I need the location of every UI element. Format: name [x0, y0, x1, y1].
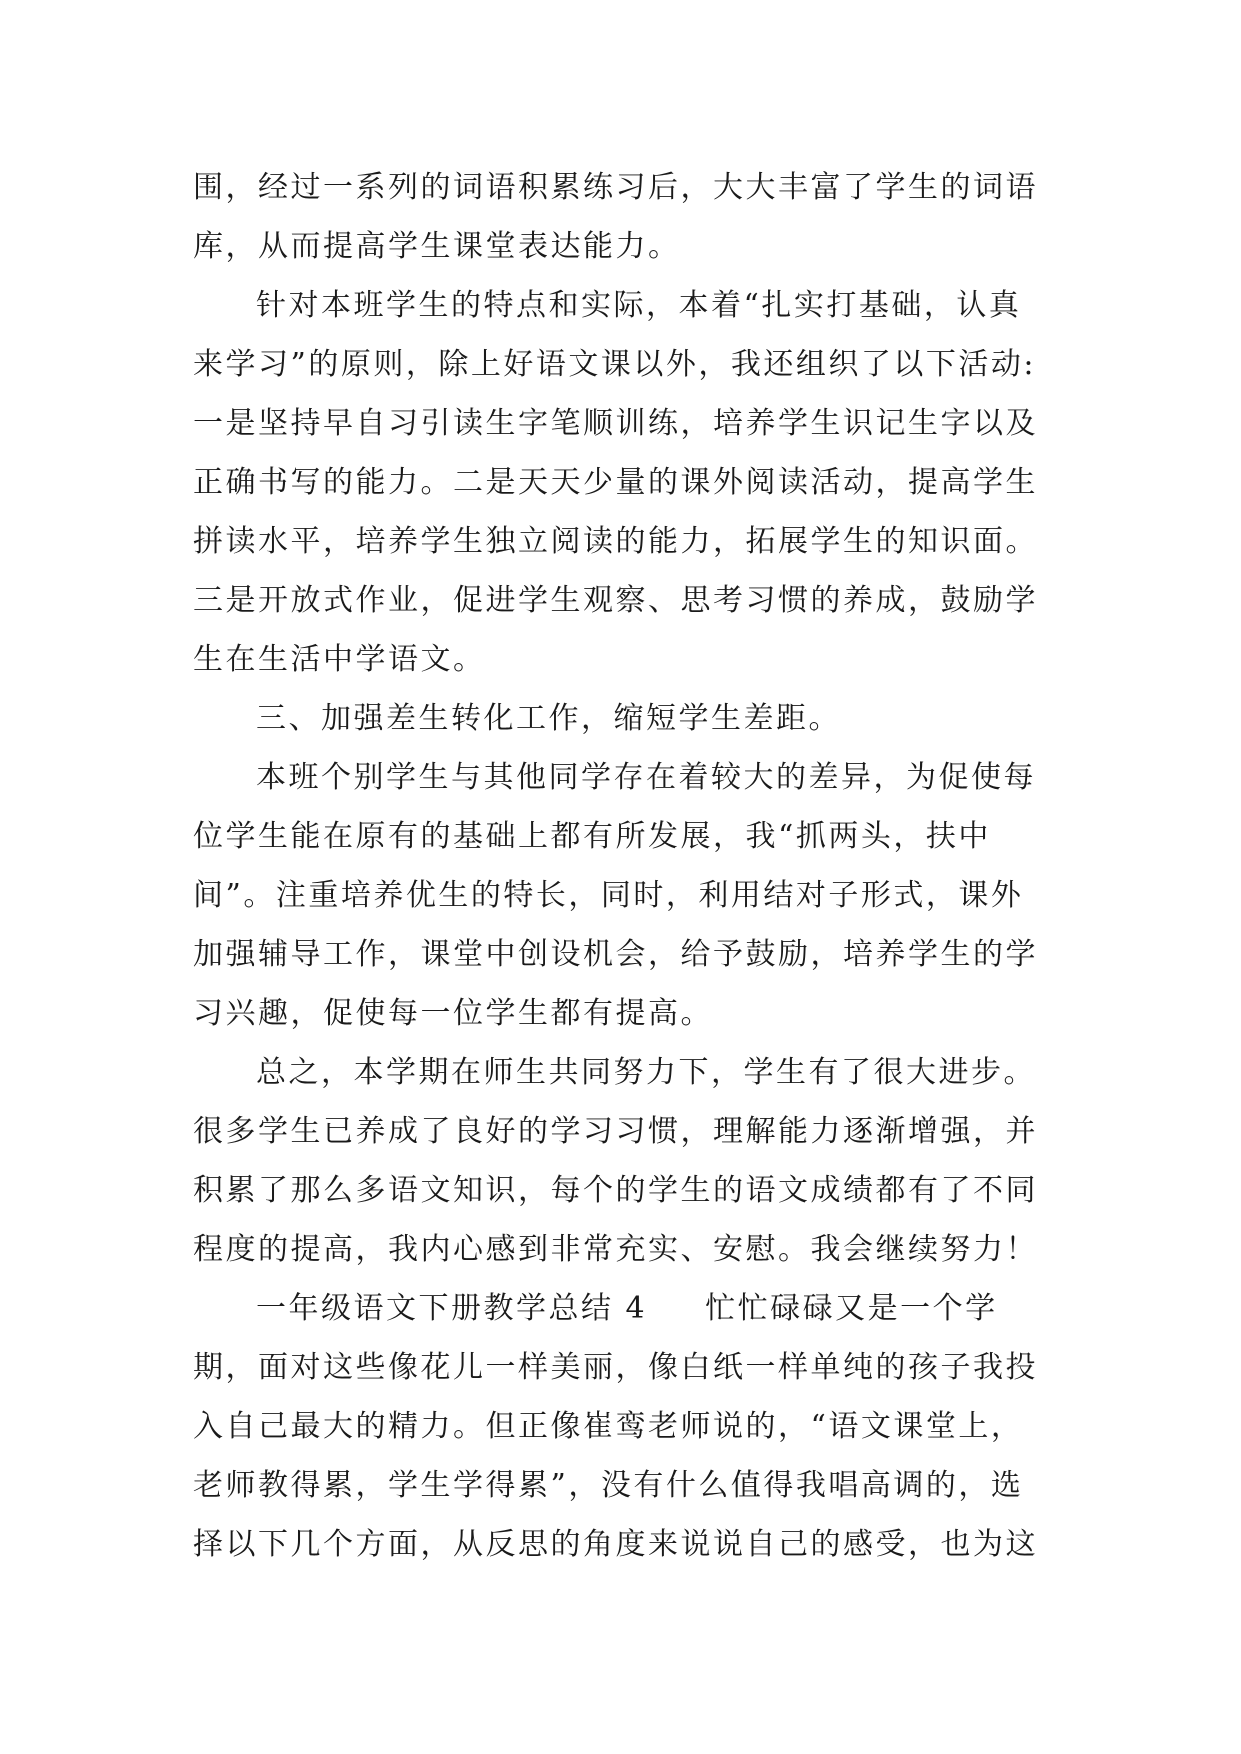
- text-line-2: 库，从而提高学生课堂表达能力。: [193, 229, 681, 264]
- text-line-12: 位学生能在原有的基础上都有所发展，我“抓两头，扶中: [193, 819, 991, 854]
- text-line-5: 一是坚持早自习引读生字笔顺训练，培养学生识记生字以及: [193, 406, 1038, 441]
- text-line-16: 总之，本学期在师生共同努力下，学生有了很大进步。: [256, 1055, 1036, 1090]
- text-line-9: 生在生活中学语文。: [193, 642, 486, 677]
- article-heading-line: [193, 1279, 1083, 1338]
- text-line-1: 围，经过一系列的词语积累练习后，大大丰富了学生的词语: [193, 170, 1038, 205]
- text-line-19: 程度的提高，我内心感到非常充实、安慰。我会继续努力！: [193, 1232, 1038, 1267]
- text-line-6: 正确书写的能力。二是天天少量的课外阅读活动，提高学生: [193, 465, 1038, 500]
- text-line-15: 习兴趣，促使每一位学生都有提高。: [193, 996, 713, 1031]
- text-line-14: 加强辅导工作，课堂中创设机会，给予鼓励，培养学生的学: [193, 937, 1038, 972]
- text-line-18: 积累了那么多语文知识，每个的学生的语文成绩都有了不同: [193, 1173, 1038, 1208]
- text-line-8: 三是开放式作业，促进学生观察、思考习惯的养成，鼓励学: [193, 583, 1038, 618]
- article-opening: 忙忙碌碌又是一个学: [705, 1291, 998, 1326]
- closing-line-2: 入自己最大的精力。但正像崔鸾老师说的，“语文课堂上，: [193, 1409, 1024, 1444]
- text-line-3: 针对本班学生的特点和实际，本着“扎实打基础，认真: [256, 288, 1022, 323]
- text-line-7: 拼读水平，培养学生独立阅读的能力，拓展学生的知识面。: [193, 524, 1038, 559]
- text-line-4: 来学习”的原则，除上好语文课以外，我还组织了以下活动:: [193, 347, 1036, 382]
- closing-line-4: 择以下几个方面，从反思的角度来说说自己的感受，也为这: [193, 1527, 1038, 1562]
- text-line-11: 本班个别学生与其他同学存在着较大的差异，为促使每: [256, 760, 1036, 795]
- closing-line-1: 期，面对这些像花儿一样美丽，像白纸一样单纯的孩子我投: [193, 1350, 1038, 1385]
- closing-line-3: 老师教得累，学生学得累”，没有什么值得我唱高调的，选: [193, 1468, 1024, 1503]
- article-title: 一年级语文下册教学总结 4: [256, 1291, 648, 1326]
- text-line-13: 间”。注重培养优生的特长，同时，利用结对子形式，课外: [193, 878, 1024, 913]
- text-line-17: 很多学生已养成了良好的学习习惯，理解能力逐渐增强，并: [193, 1114, 1038, 1149]
- section-heading: 三、加强差生转化工作，缩短学生差距。: [256, 701, 841, 736]
- body-text: [193, 158, 1083, 1574]
